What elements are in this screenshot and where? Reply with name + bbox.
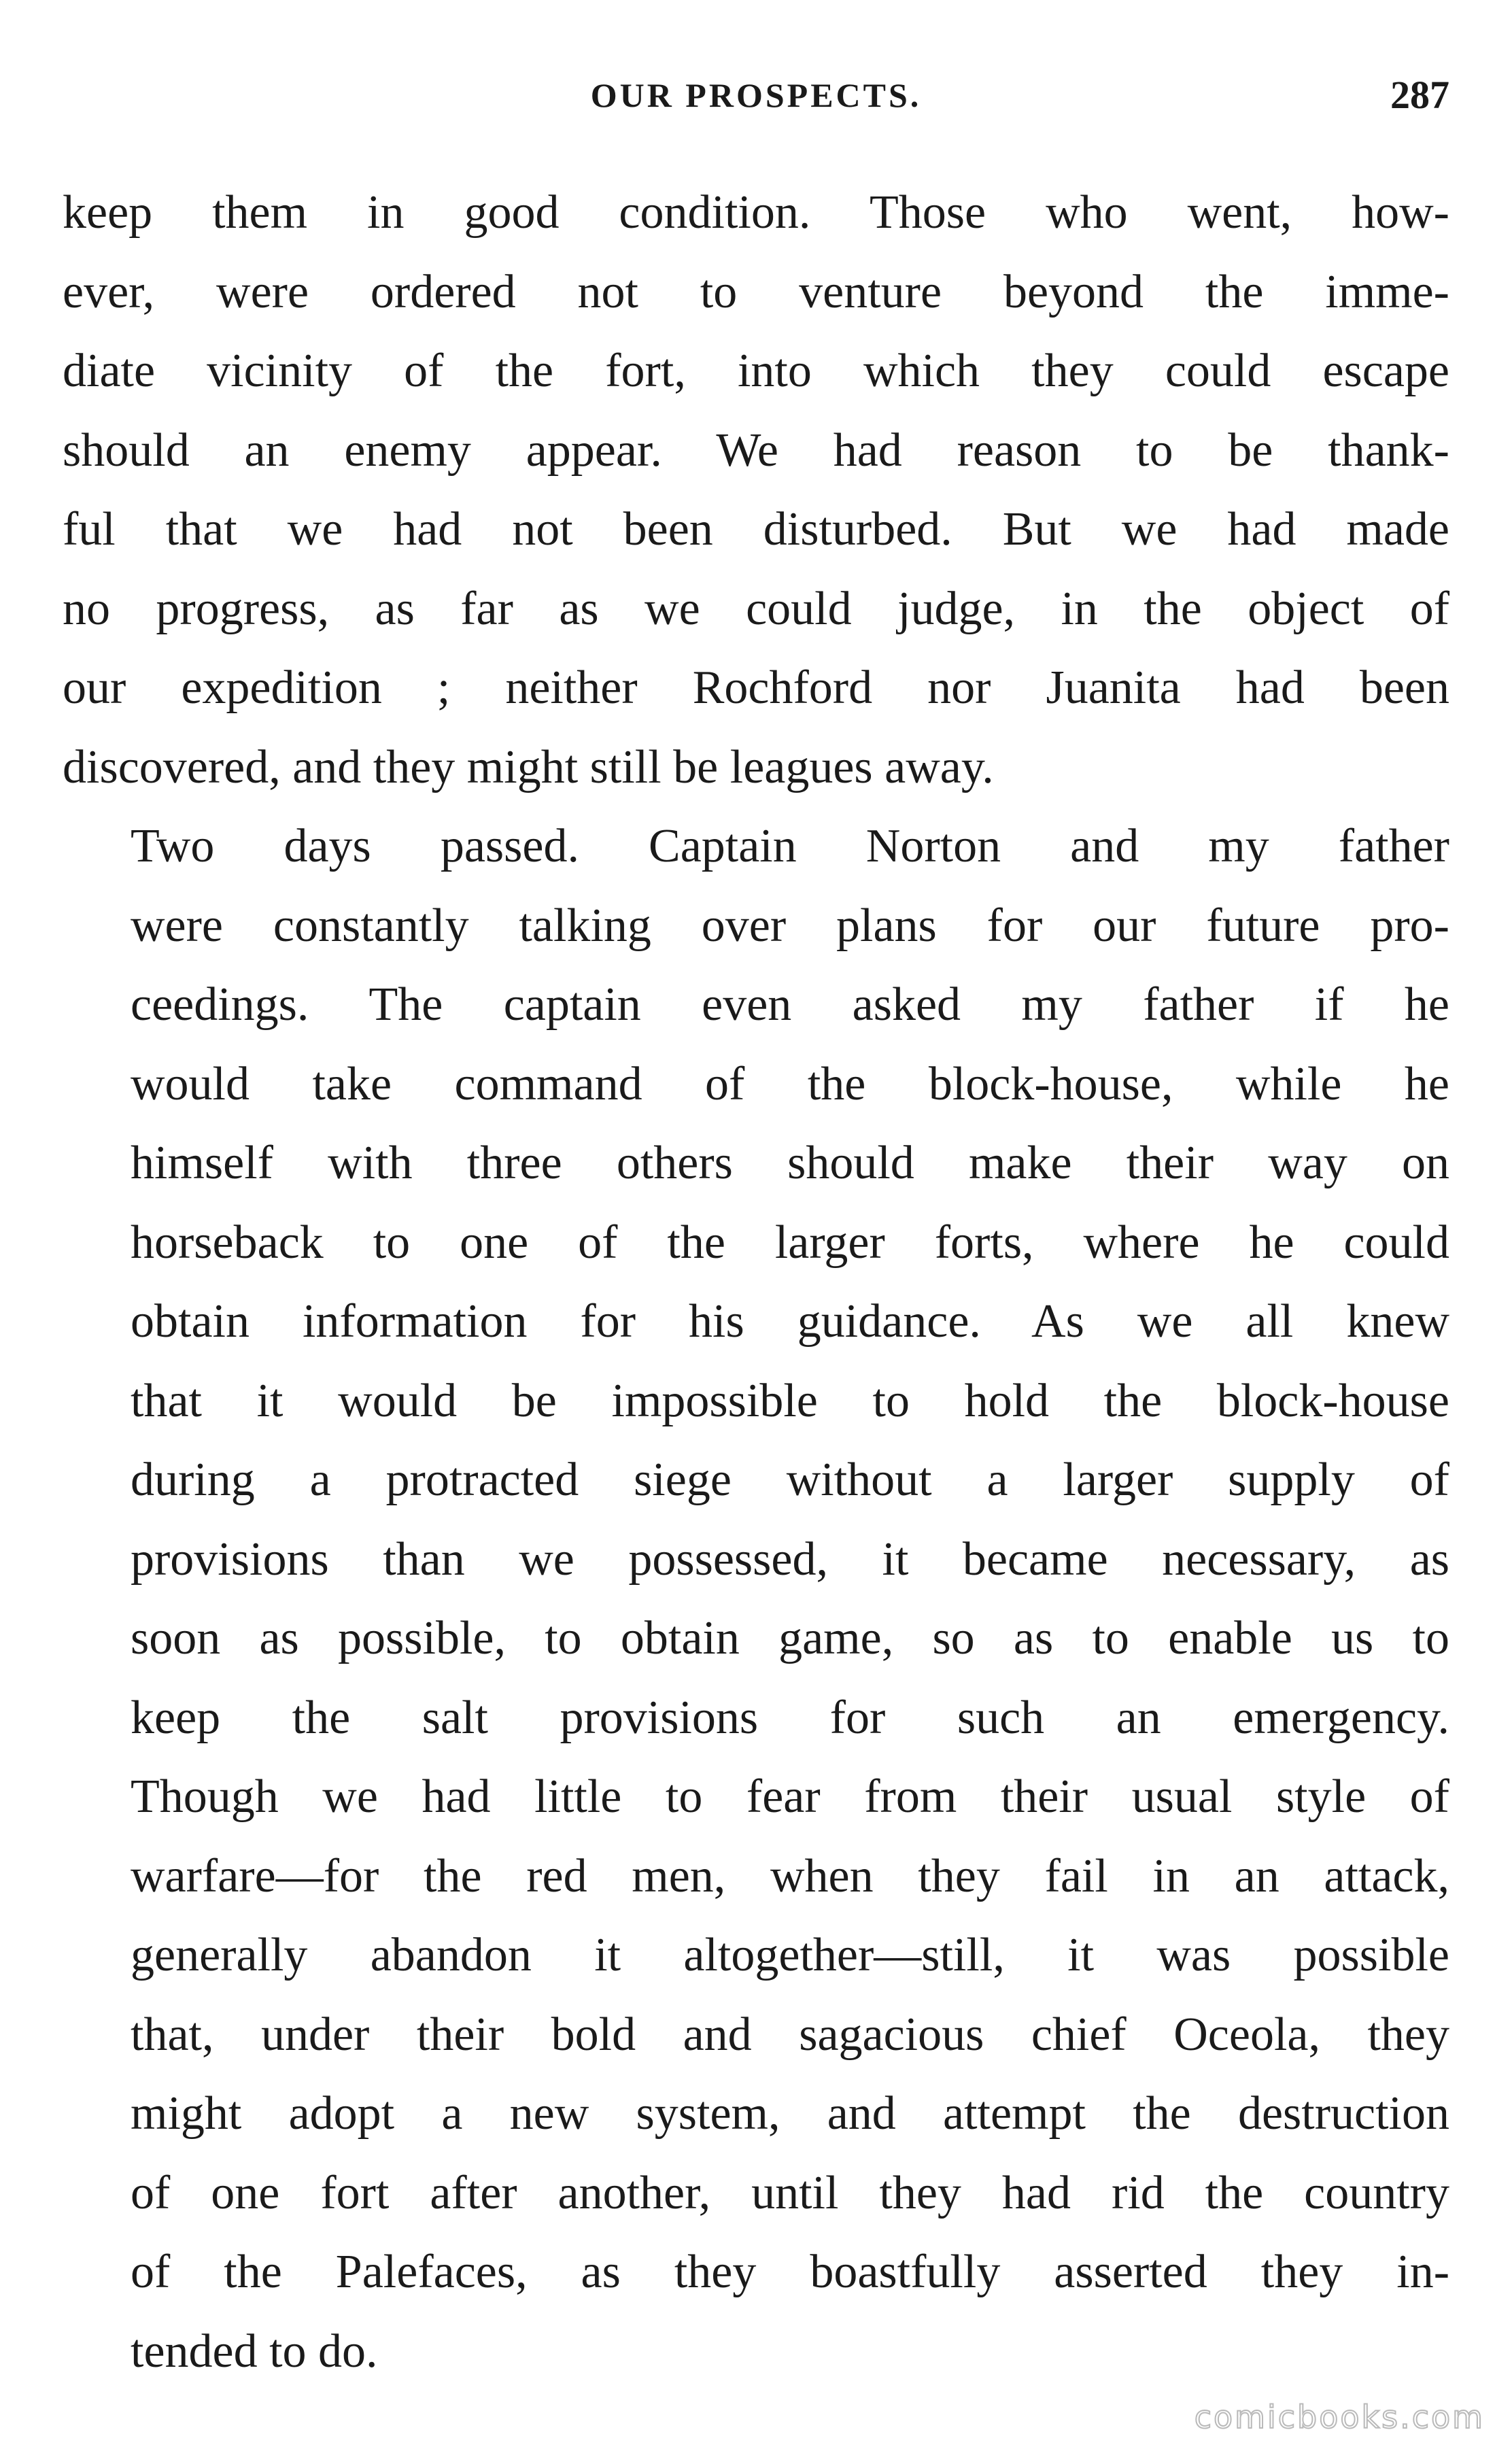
text-line: discovered, and they might still be leagues away. xyxy=(63,740,994,793)
text-line: no progress, as far as we could judge, in the object of xyxy=(63,582,1449,635)
text-line: obtain information for his guidance. As we all knew xyxy=(131,1295,1449,1348)
text-line: horseback to one of the larger forts, where he could xyxy=(131,1216,1449,1269)
paragraph-2 xyxy=(63,807,1449,2391)
text-line: ful that we had not been disturbed. But we had made xyxy=(63,503,1449,555)
text-line: Though we had little to fear from their usual style of xyxy=(131,1770,1449,1823)
body-text xyxy=(63,173,1449,2391)
text-line: might adopt a new system, and attempt the destruction xyxy=(131,2087,1449,2140)
watermark: comicbooks.com xyxy=(1194,2399,1485,2435)
text-line: our expedition ; neither Rochford nor Juanita had been xyxy=(63,662,1449,714)
text-line: provisions than we possessed, it became necessary, as xyxy=(131,1533,1449,1586)
text-line: Two days passed. Captain Norton and my father xyxy=(131,820,1449,872)
text-line: ceedings. The captain even asked my father if he xyxy=(131,978,1449,1031)
text-line: soon as possible, to obtain game, so as to enable us to xyxy=(131,1612,1449,1664)
text-line: keep the salt provisions for such an emergency. xyxy=(131,1691,1449,1744)
paragraph-1 xyxy=(63,173,1449,807)
text-line: would take command of the block-house, while he xyxy=(131,1057,1449,1110)
text-line: of one fort after another, until they had rid the country xyxy=(131,2166,1449,2219)
text-line: tended to do. xyxy=(131,2325,378,2378)
page-number: 287 xyxy=(1390,73,1449,117)
text-line: of the Palefaces, as they boastfully asserted they in- xyxy=(131,2246,1449,2298)
text-line: ever, were ordered not to venture beyond the imme- xyxy=(63,265,1449,318)
text-line: himself with three others should make their way on xyxy=(131,1137,1449,1189)
running-title: OUR PROSPECTS. xyxy=(590,76,922,114)
text-line: keep them in good condition. Those who went, how- xyxy=(63,186,1449,239)
text-line: during a protracted siege without a larger supply of xyxy=(131,1454,1449,1506)
text-line: warfare—for the red men, when they fail in an attack, xyxy=(131,1849,1449,1902)
text-line: that it would be impossible to hold the block-house xyxy=(131,1374,1449,1427)
text-line: generally abandon it altogether—still, it was possible xyxy=(131,1929,1449,1981)
running-head xyxy=(63,68,1449,122)
text-line: were constantly talking over plans for our future pro- xyxy=(131,899,1449,952)
text-line: should an enemy appear. We had reason to be thank- xyxy=(63,424,1449,477)
text-line: that, under their bold and sagacious chief Oceola, they xyxy=(131,2008,1449,2061)
text-line: diate vicinity of the fort, into which they could escape xyxy=(63,345,1449,397)
